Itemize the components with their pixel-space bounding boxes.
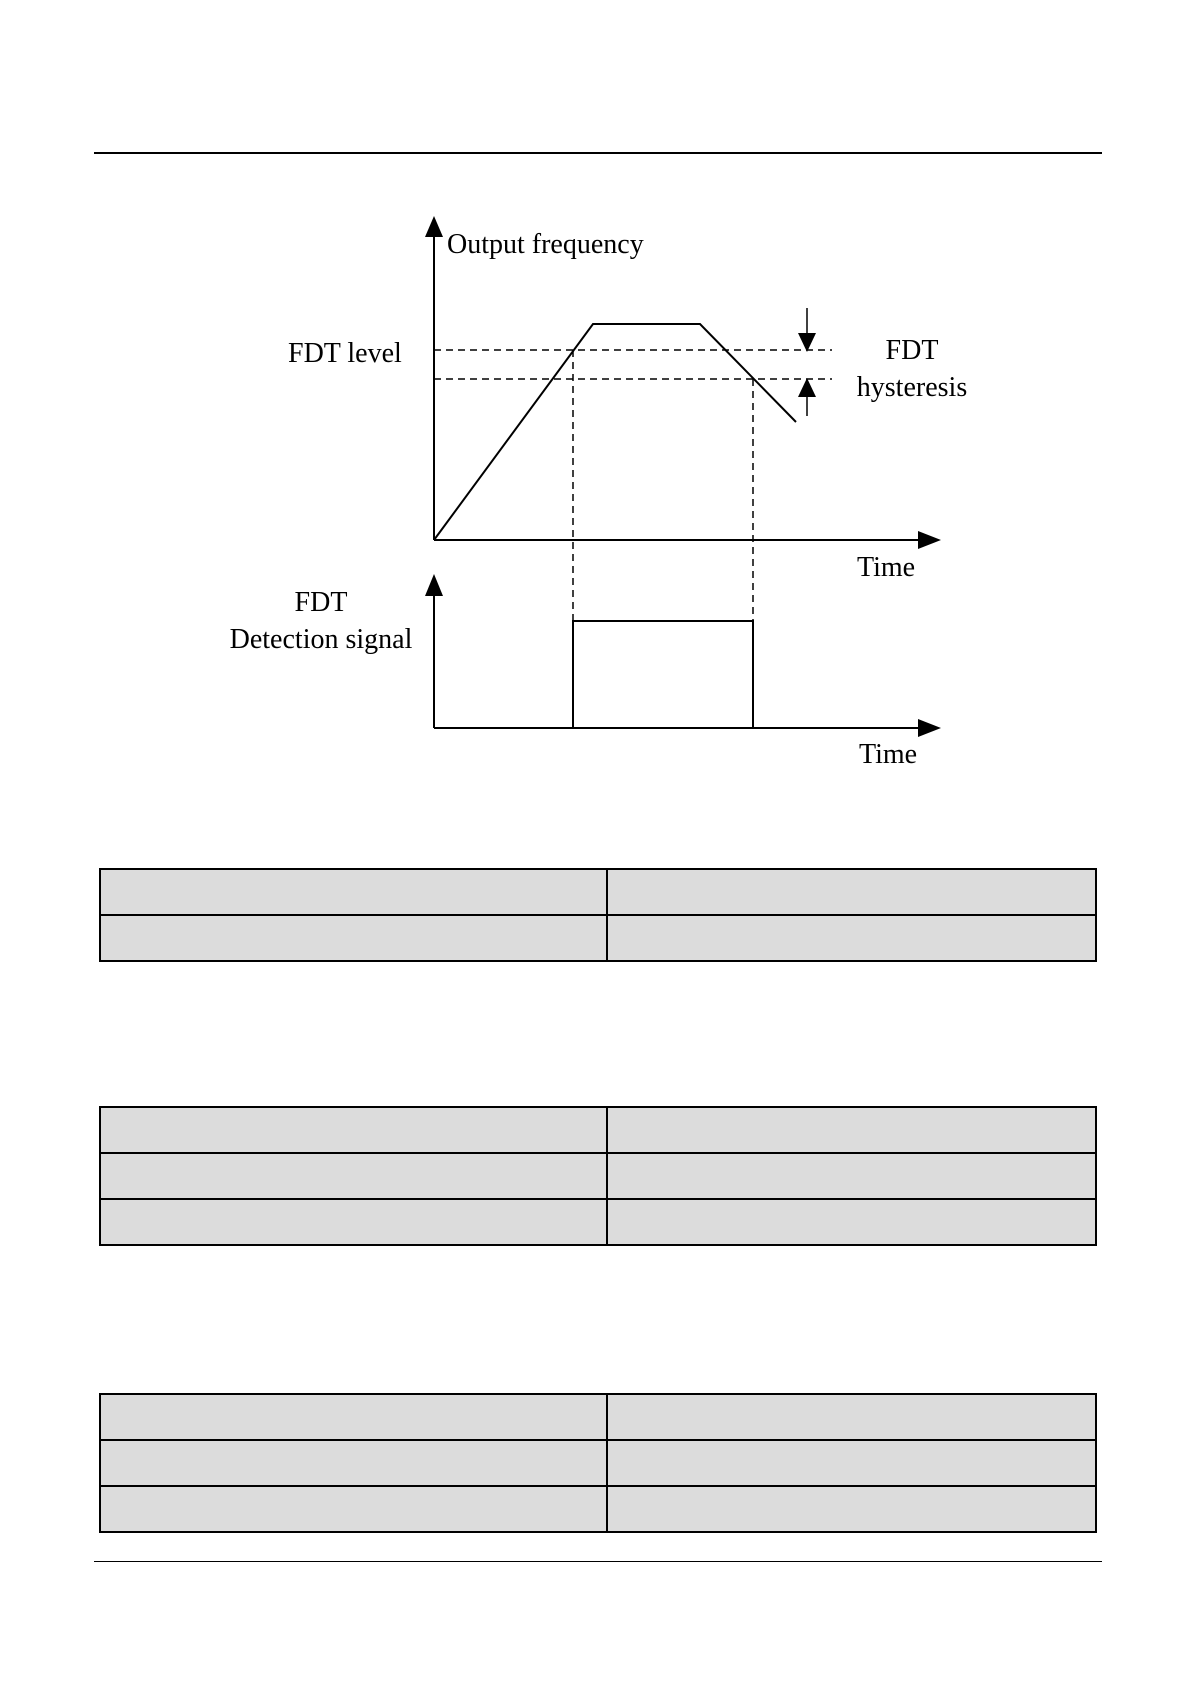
table-cell: [100, 1394, 607, 1440]
table-row: [100, 1394, 1096, 1440]
time-label-bottom: Time: [859, 739, 918, 770]
table-cell: [100, 915, 607, 961]
table-row: [100, 1440, 1096, 1486]
time-label-top: Time: [857, 552, 916, 583]
table-cell: [607, 1199, 1096, 1245]
time-axis-bottom-arrow: [918, 719, 941, 737]
parameter-table-3: [99, 1393, 1097, 1533]
output-frequency-label: Output frequency: [447, 229, 644, 260]
table-row: [100, 915, 1096, 961]
table-cell: [607, 1153, 1096, 1199]
fdt-hysteresis-label-line2: hysteresis: [856, 372, 968, 403]
table-row: [100, 869, 1096, 915]
hysteresis-arrow-up-head: [798, 378, 816, 397]
table-cell: [100, 1440, 607, 1486]
fdt-signal-label-line1: FDT: [294, 587, 348, 618]
table-row: [100, 1107, 1096, 1153]
table-cell: [100, 1153, 607, 1199]
table-row: [100, 1199, 1096, 1245]
frequency-y-axis-arrow: [425, 216, 443, 237]
table-cell: [100, 1486, 607, 1532]
table-cell: [607, 1440, 1096, 1486]
table-cell: [607, 1486, 1096, 1532]
parameter-table-2: [99, 1106, 1097, 1246]
fdt-hysteresis-label-line1: FDT: [885, 335, 939, 366]
signal-y-axis-arrow: [425, 574, 443, 596]
fdt-level-label: FDT level: [288, 338, 402, 369]
table-cell: [607, 1394, 1096, 1440]
detection-signal-pulse: [573, 621, 753, 728]
time-axis-top-arrow: [918, 531, 941, 549]
fdt-timing-diagram: [0, 0, 1190, 800]
table-cell: [607, 1107, 1096, 1153]
table-cell: [100, 1107, 607, 1153]
fdt-signal-label-line2: Detection signal: [229, 624, 413, 655]
output-frequency-curve: [434, 324, 796, 540]
footer-rule: [94, 1561, 1102, 1562]
hysteresis-arrow-down-head: [798, 333, 816, 352]
table-row: [100, 1153, 1096, 1199]
parameter-table-1: [99, 868, 1097, 962]
table-cell: [100, 1199, 607, 1245]
table-cell: [100, 869, 607, 915]
table-cell: [607, 915, 1096, 961]
table-row: [100, 1486, 1096, 1532]
table-cell: [607, 869, 1096, 915]
